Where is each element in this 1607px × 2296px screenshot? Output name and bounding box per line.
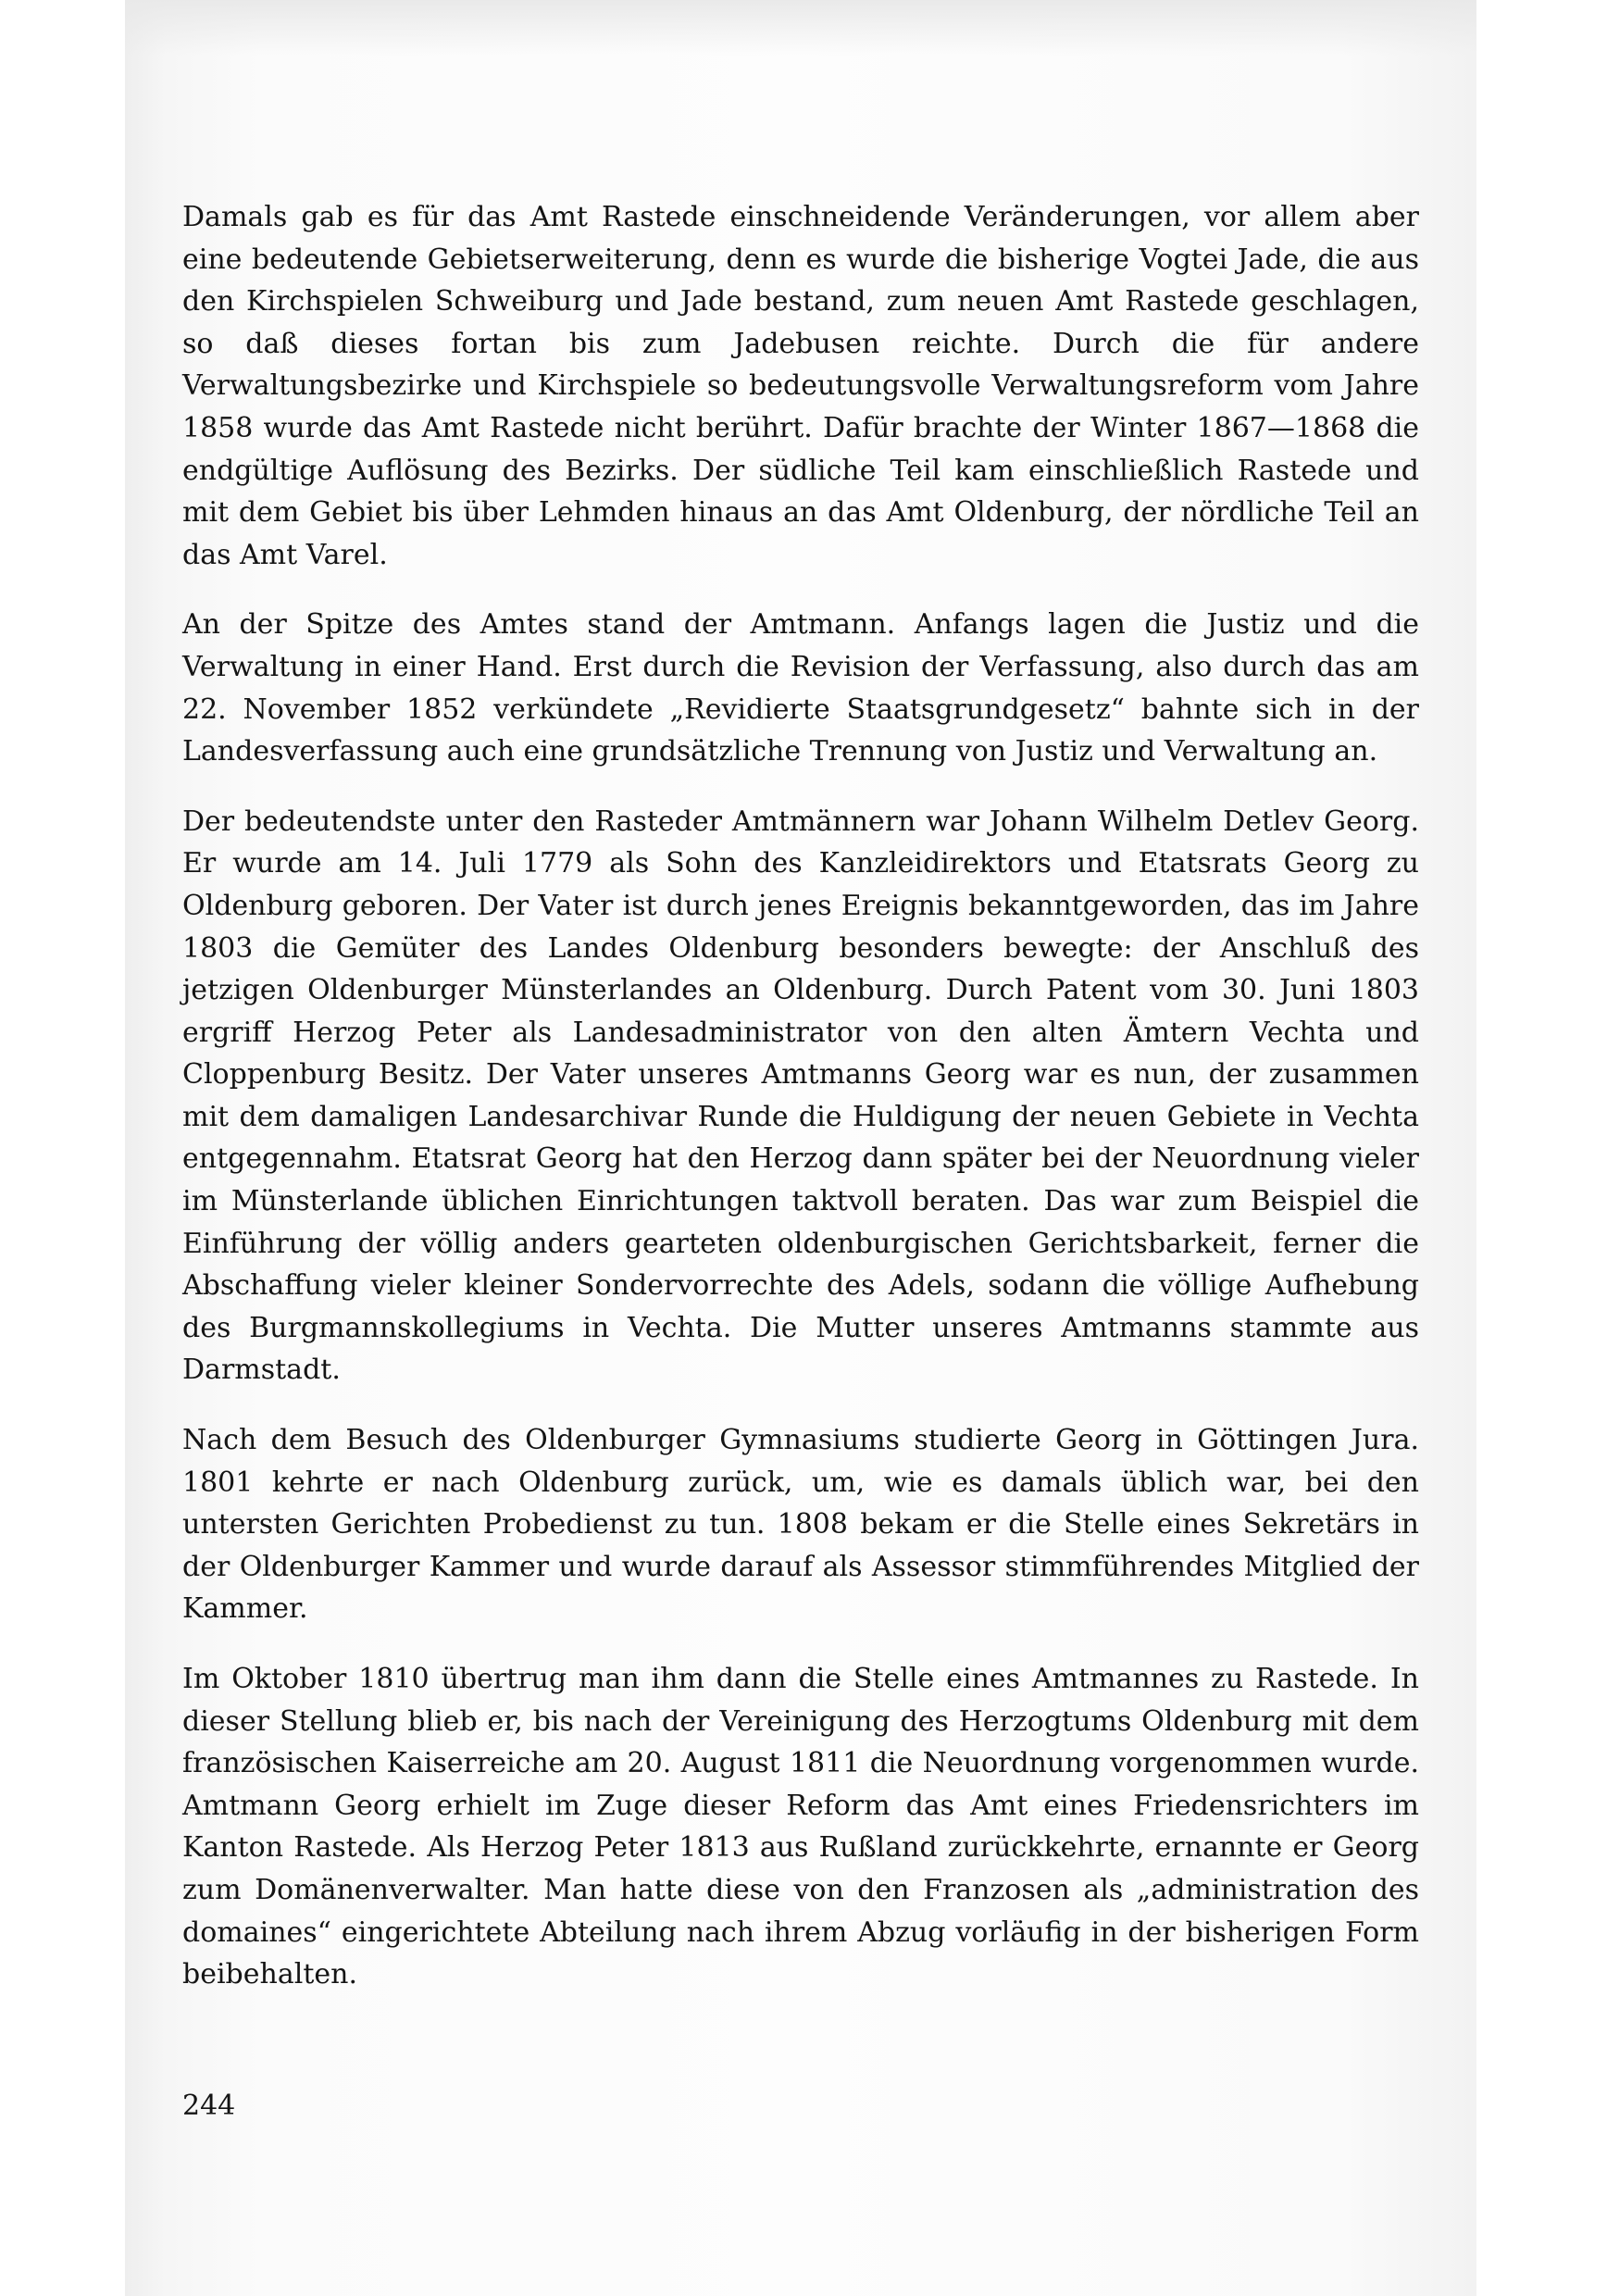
- book-page: [125, 0, 1476, 2296]
- body-text: [182, 196, 1419, 2024]
- paragraph-1: Damals gab es für das Amt Rastede einschneidende Veränderungen, vor allem aber eine bedeutende Gebietserweiterung, denn es wurde die bisherige Vogtei Jade, die aus den Kirchspielen Schweiburg und Jade bestand, zum neuen Amt Rastede geschlagen, so daß dieses fortan bis zum Jadebusen reichte. Durch die für andere Verwaltungsbezirke und Kirchspiele so bedeutungsvolle Verwaltungsreform vom Jahre 1858 wurde das Amt Rastede nicht berührt. Dafür brachte der Winter 1867—1868 die endgültige Auflösung des Bezirks. Der südliche Teil kam einschließlich Rastede und mit dem Gebiet bis über Lehmden hinaus an das Amt Oldenburg, der nördliche Teil an das Amt Varel.: [182, 201, 1419, 571]
- paragraph-4: Nach dem Besuch des Oldenburger Gymnasiums studierte Georg in Göttingen Jura. 1801 kehrte er nach Oldenburg zurück, um, wie es damals üblich war, bei den untersten Gerichten Probedienst zu tun. 1808 bekam er die Stelle eines Sekretärs in der Oldenburger Kammer und wurde darauf als Assessor stimmführendes Mitglied der Kammer.: [182, 1424, 1419, 1626]
- paragraph-3: Der bedeutendste unter den Rasteder Amtmännern war Johann Wilhelm Detlev Georg. Er wurde am 14. Juli 1779 als Sohn des Kanzleidirektors und Etatsrats Georg zu Oldenburg geboren. Der Vater ist durch jenes Ereignis bekanntgeworden, das im Jahre 1803 die Gemüter des Landes Oldenburg besonders bewegte: der Anschluß des jetzigen Oldenburger Münsterlandes an Oldenburg. Durch Patent vom 30. Juni 1803 ergriff Herzog Peter als Landesadministrator von den alten Ämtern Vechta und Cloppenburg Besitz. Der Vater unseres Amtmanns Georg war es nun, der zusammen mit dem damaligen Landesarchivar Runde die Huldigung der neuen Gebiete in Vechta entgegennahm. Etatsrat Georg hat den Herzog dann später bei der Neuordnung vieler im Münsterlande üblichen Einrichtungen taktvoll beraten. Das war zum Beispiel die Einführung der völlig anders gearteten oldenburgischen Gerichtsbarkeit, ferner die Abschaffung vieler kleiner Sondervorrechte des Adels, sodann die völlige Aufhebung des Burgmannskollegiums in Vechta. Die Mutter unseres Amtmanns stammte aus Darmstadt.: [182, 805, 1419, 1387]
- page-number: 244: [182, 2090, 236, 2122]
- paragraph-2: An der Spitze des Amtes stand der Amtmann. Anfangs lagen die Justiz und die Verwaltung in einer Hand. Erst durch die Revision der Verfassung, also durch das am 22. November 1852 verkündete „Revidierte Staatsgrundgesetz“ bahnte sich in der Landesverfassung auch eine grundsätzliche Trennung von Justiz und Verwaltung an.: [182, 608, 1419, 768]
- paragraph-5: Im Oktober 1810 übertrug man ihm dann die Stelle eines Amtmannes zu Rastede. In dieser Stellung blieb er, bis nach der Vereinigung des Herzogtums Oldenburg mit dem französischen Kaiserreiche am 20. August 1811 die Neuordnung vorgenommen wurde. Amtmann Georg erhielt im Zuge dieser Reform das Amt eines Friedensrichters im Kanton Rastede. Als Herzog Peter 1813 aus Rußland zurückkehrte, ernannte er Georg zum Domänenverwalter. Man hatte diese von den Franzosen als „administration des domaines“ eingerichtete Abteilung nach ihrem Abzug vorläufig in der bisherigen Form beibehalten.: [182, 1663, 1419, 1991]
- page-top-shadow: [125, 0, 1476, 56]
